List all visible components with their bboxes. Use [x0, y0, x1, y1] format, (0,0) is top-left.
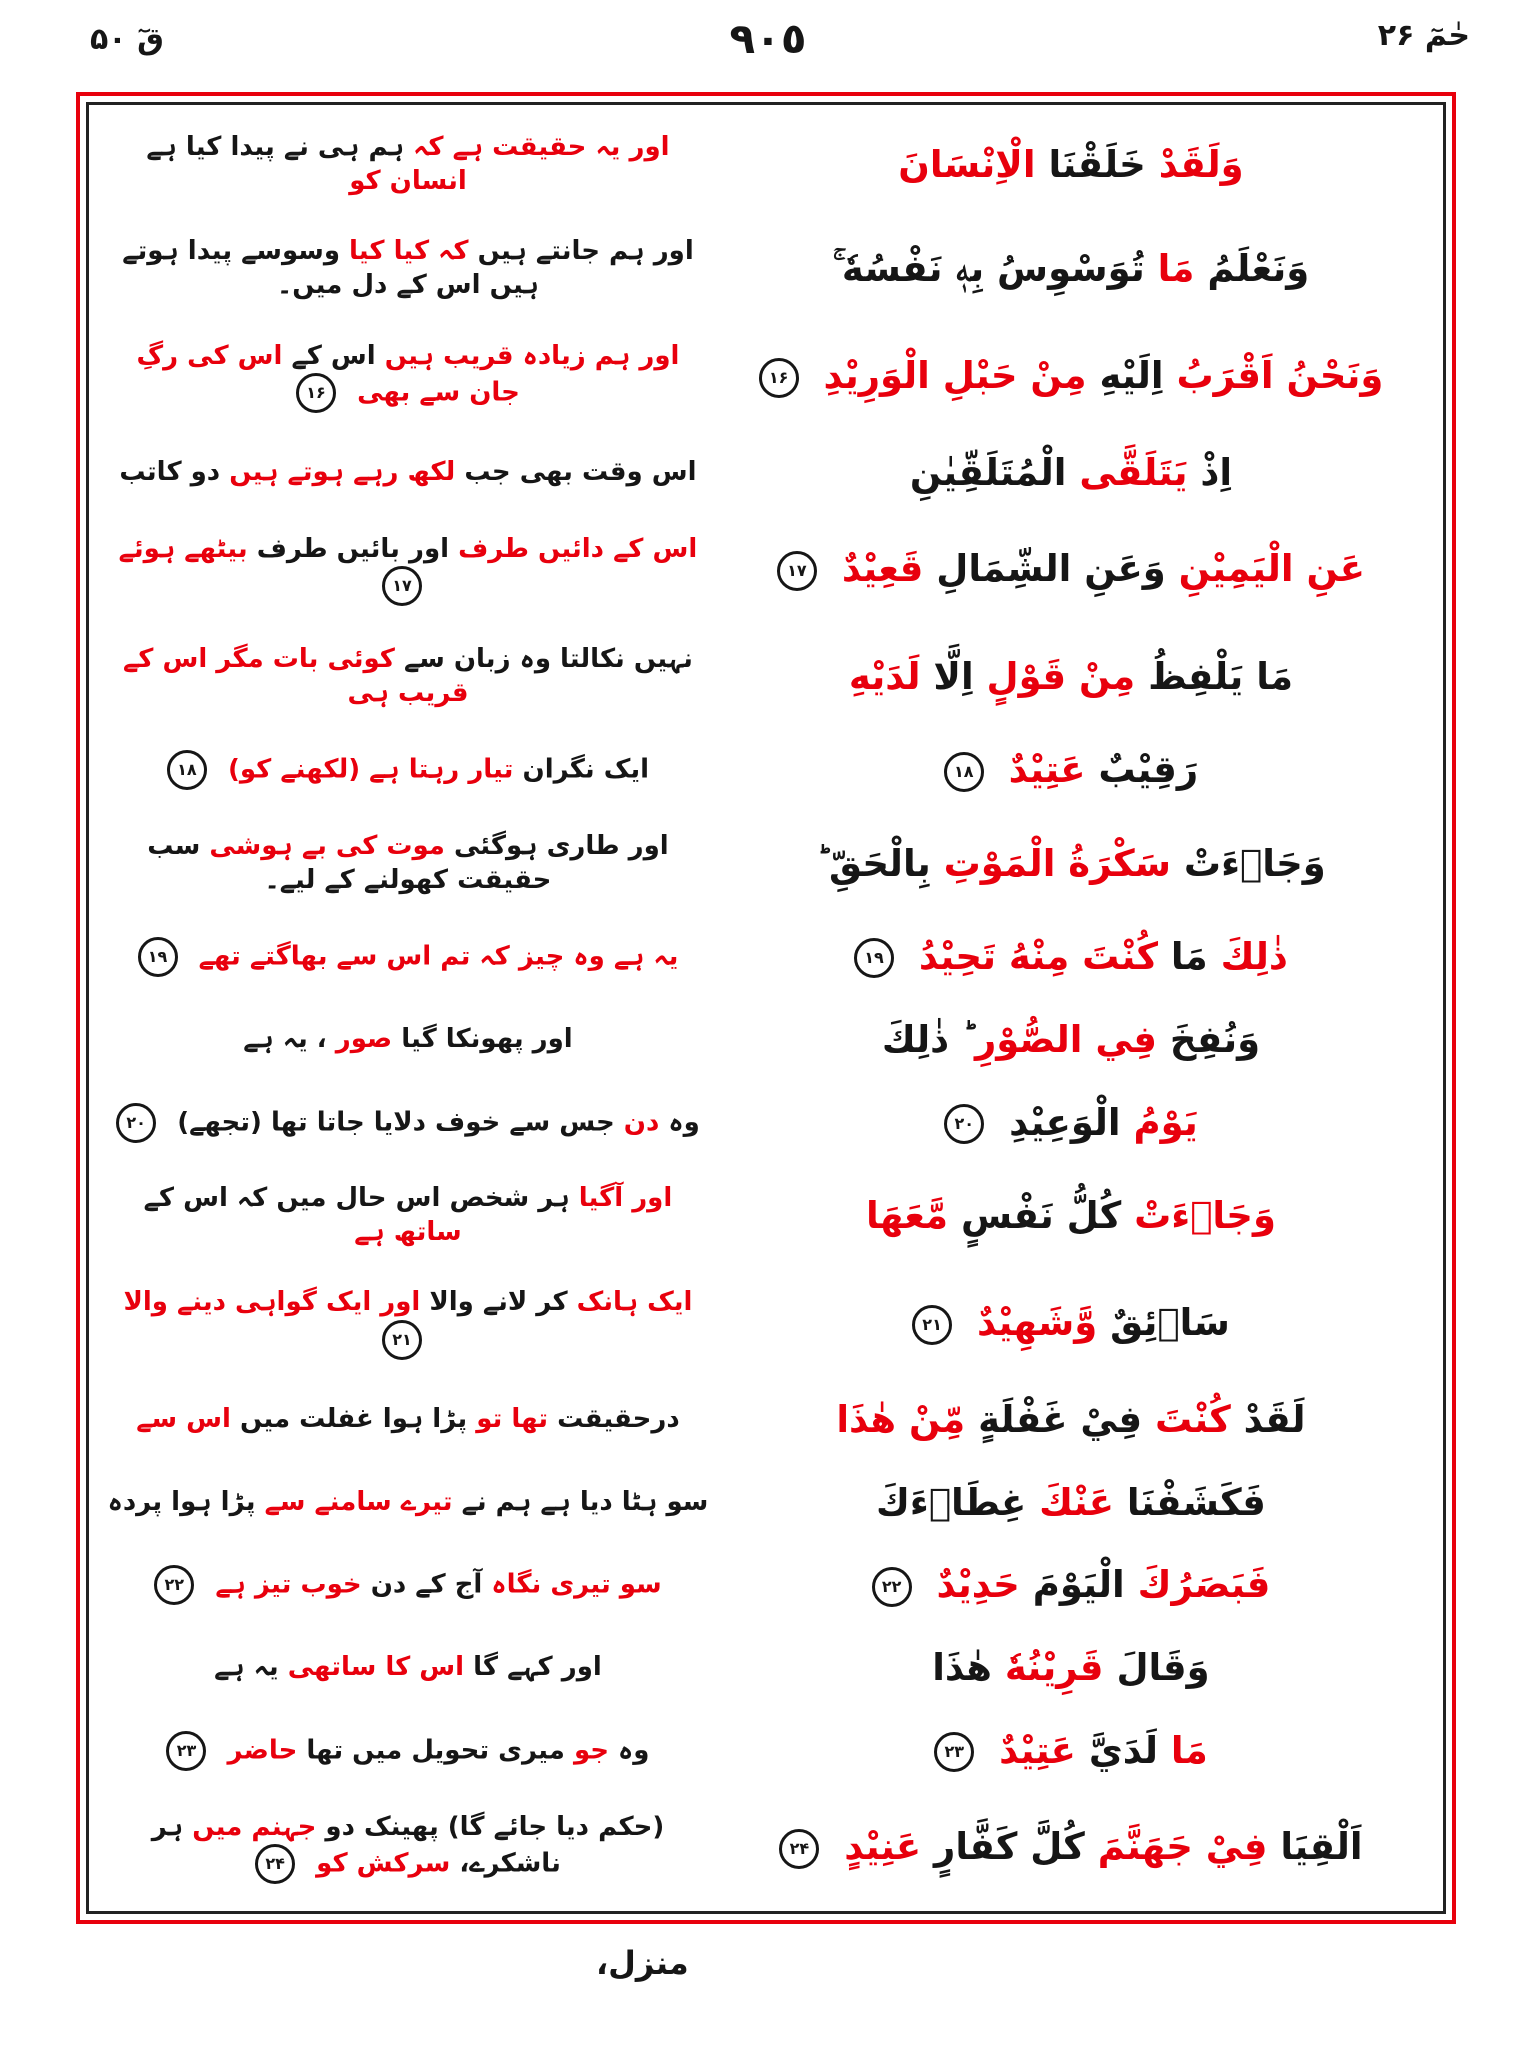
text-segment: صور — [335, 1023, 393, 1054]
arabic-line — [713, 747, 1429, 793]
urdu-line — [103, 1811, 713, 1885]
text-segment: كُلَّ كَفَّارٍ — [934, 1825, 1085, 1869]
text-segment: مِنْ حَبْلِ الْوَرِيْدِ — [823, 354, 1087, 398]
text-segment: جو — [573, 1735, 609, 1766]
verse-row — [103, 1182, 1429, 1250]
text-segment: مِنْ قَوْلٍ — [986, 654, 1136, 698]
text-segment: عَنْكَ — [1039, 1480, 1114, 1524]
text-segment: اس سے — [136, 1404, 231, 1434]
text-segment: مِّنْ هٰذَا — [836, 1397, 966, 1441]
arabic-line — [713, 1480, 1429, 1526]
text-segment: ، یہ ہے — [243, 1023, 327, 1054]
text-segment: موت کی بے ہوشی — [209, 830, 445, 861]
arabic-line — [713, 1100, 1429, 1146]
text-segment: كُلُّ نَفْسٍ — [960, 1194, 1122, 1237]
text-segment: بیٹھے ہوئے — [118, 533, 248, 564]
urdu-line — [103, 1103, 713, 1143]
verse-number-badge: ۲۲ — [154, 1565, 194, 1605]
text-segment: وَّشَهِيْدٌ — [976, 1301, 1098, 1345]
text-segment: انسان کو — [349, 166, 467, 197]
text-segment: الْمُتَلَقِّيٰنِ — [909, 450, 1067, 494]
urdu-line — [103, 235, 713, 303]
text-segment: عَنِ الْيَمِيْنِ — [1178, 547, 1366, 591]
verse-row — [103, 1645, 1429, 1691]
text-segment: ایک نگران — [522, 754, 650, 785]
urdu-line — [103, 1286, 713, 1360]
text-segment: لَدَيَّ — [1088, 1728, 1159, 1772]
text-segment: سو ہٹا دیا ہے ہم نے — [461, 1486, 709, 1517]
urdu-line — [103, 131, 713, 199]
text-segment: درحقیقت — [557, 1404, 680, 1434]
text-segment: حاضر — [227, 1735, 298, 1766]
text-segment: وَلَقَدْ — [1158, 142, 1244, 186]
text-segment: کر لانے والا — [429, 1287, 568, 1318]
verse-row — [103, 1397, 1429, 1443]
verse-number-badge: ۲۴ — [255, 1844, 295, 1884]
text-segment: وَجَاۤءَتْ — [1183, 841, 1326, 885]
urdu-line — [103, 1403, 713, 1437]
text-segment: سب حقیقت کھولنے کے لیے۔ — [147, 830, 552, 895]
urdu-line — [103, 1182, 713, 1250]
text-segment: رَقِيْبٌ — [1098, 748, 1199, 792]
text-segment: فِي الصُّوْرِ — [974, 1017, 1158, 1061]
text-segment: کوئی بات مگر اس کے قریب ہی — [123, 643, 469, 708]
verse-row — [103, 830, 1429, 898]
verse-row — [103, 747, 1429, 793]
text-segment: عَتِيْدٌ — [999, 1728, 1076, 1772]
text-segment: قَرِيْنُهٗ — [1004, 1646, 1104, 1690]
verse-number-badge: ۱۶ — [296, 373, 336, 413]
text-segment: وَقَالَ — [1116, 1646, 1210, 1690]
text-segment: اور طاری ہوگئی — [453, 830, 669, 861]
text-segment: بِالْحَقِّ ؕ — [816, 841, 931, 885]
text-segment: مَا يَلْفِظُ — [1148, 654, 1293, 698]
text-segment: اِذْ — [1200, 450, 1233, 494]
text-segment: فِيْ جَهَنَّمَ — [1097, 1825, 1268, 1869]
verse-row — [103, 1100, 1429, 1146]
verse-number-badge: ۲۱ — [382, 1320, 422, 1360]
text-segment: وَنَعْلَمُ — [1207, 247, 1310, 291]
arabic-line — [713, 1728, 1429, 1774]
verse-number-badge: ۱۶ — [759, 358, 799, 398]
text-segment: سَاۤئِقٌ — [1110, 1301, 1230, 1345]
verse-row — [103, 131, 1429, 199]
verse-number-badge: ۲۲ — [872, 1567, 912, 1607]
text-segment: مَّعَهَا — [865, 1194, 949, 1237]
verse-row — [103, 340, 1429, 414]
text-segment: اور ایک گواہی دینے والا — [123, 1287, 421, 1318]
text-segment: كُنْتَ مِنْهُ تَحِيْدُ — [918, 934, 1158, 978]
arabic-line — [713, 450, 1429, 496]
text-segment: یہ ہے وہ چیز کہ تم اس سے بھاگتے تھے — [198, 941, 679, 972]
juz-marker: حٰمٓ ۲۶ — [1377, 18, 1470, 53]
text-segment: تُوَسْوِسُ بِهٖ نَفْسُهٗ ۚ — [832, 247, 1145, 291]
urdu-line — [103, 1486, 713, 1520]
urdu-line — [103, 830, 713, 898]
text-segment: اور بائیں طرف — [256, 533, 450, 564]
text-segment: دو کاتب — [119, 457, 221, 488]
manzil-footer-label: منزل، — [596, 1944, 689, 1982]
text-segment: میری تحویل میں تھا — [306, 1735, 565, 1766]
text-segment: فَبَصَرُكَ — [1137, 1563, 1271, 1607]
arabic-line — [713, 1645, 1429, 1691]
text-segment: پڑا ہوا غفلت میں — [239, 1404, 468, 1434]
urdu-line — [103, 750, 713, 790]
urdu-line — [103, 1651, 713, 1685]
arabic-line — [713, 546, 1429, 592]
urdu-line — [103, 1731, 713, 1771]
text-segment: لکھ رہے ہوتے ہیں — [229, 457, 456, 488]
verse-number-badge: ۲۱ — [912, 1305, 952, 1345]
verse-row — [103, 934, 1429, 980]
verse-row — [103, 1811, 1429, 1885]
page-number: ٩٠٥ — [729, 14, 807, 63]
verse-row — [103, 1017, 1429, 1063]
text-segment: ہم ہی نے پیدا کیا ہے — [146, 132, 405, 163]
arabic-line — [713, 1017, 1429, 1063]
text-segment: اور یہ حقیقت ہے کہ — [413, 132, 670, 163]
arabic-line — [713, 1300, 1429, 1346]
verse-number-badge: ۱۸ — [167, 750, 207, 790]
arabic-line — [713, 1824, 1429, 1870]
page-border-red — [76, 92, 1456, 1924]
text-segment: وَنَحْنُ اَقْرَبُ — [1176, 354, 1384, 398]
text-segment: سَكْرَةُ الْمَوْتِ — [943, 841, 1172, 885]
text-segment: تیرے سامنے سے — [264, 1486, 453, 1517]
verse-row — [103, 643, 1429, 711]
verse-number-badge: ۱۷ — [382, 566, 422, 606]
text-segment: پڑا ہوا پردہ — [107, 1486, 256, 1517]
arabic-line — [713, 246, 1429, 292]
verse-row — [103, 235, 1429, 303]
text-segment: عَنِيْدٍ — [844, 1825, 922, 1869]
text-segment: خَلَقْنَا — [1048, 142, 1146, 186]
text-segment: اِلَّا — [933, 654, 974, 698]
verse-row — [103, 1728, 1429, 1774]
text-segment: اَلْقِيَا — [1280, 1825, 1363, 1869]
text-segment: فِيْ غَفْلَةٍ — [978, 1397, 1143, 1441]
text-segment: الْوَعِيْدِ — [1009, 1100, 1121, 1144]
verse-number-badge: ۱۷ — [777, 551, 817, 591]
text-segment: اس کے — [291, 340, 376, 371]
arabic-line — [713, 353, 1429, 399]
text-segment: تھا تو — [476, 1404, 549, 1434]
text-segment: لَدَيْهِ — [848, 654, 921, 698]
urdu-line — [103, 1565, 713, 1605]
urdu-line — [103, 533, 713, 607]
text-segment: جس سے خوف دلایا جاتا تھا (تجھے) — [177, 1107, 615, 1138]
text-segment: مَا — [1157, 247, 1195, 291]
arabic-line — [713, 841, 1429, 887]
text-segment: يَتَلَقَّى — [1079, 450, 1188, 494]
text-segment: (حکم دیا جائے گا) پھینک دو — [325, 1811, 665, 1842]
text-segment: ؕ ذٰلِكَ — [881, 1017, 963, 1061]
verse-number-badge: ۲۳ — [166, 1731, 206, 1771]
urdu-line — [103, 1023, 713, 1057]
text-segment: كُنْتَ — [1154, 1397, 1231, 1441]
text-segment: تیار رہتا ہے (لکھنے کو) — [227, 754, 514, 785]
text-segment: آج کے دن — [370, 1569, 483, 1600]
text-segment: هٰذَا — [932, 1646, 992, 1690]
verse-number-badge: ۲۳ — [934, 1732, 974, 1772]
verse-row — [103, 1480, 1429, 1526]
text-segment: اس وقت بھی جب — [464, 457, 697, 488]
text-segment: عَتِيْدٌ — [1008, 748, 1086, 792]
text-segment: لَقَدْ — [1243, 1397, 1306, 1441]
text-segment: ہر ناشکرے، — [151, 1811, 561, 1879]
verse-number-badge: ۲۰ — [944, 1104, 984, 1144]
arabic-line — [713, 1562, 1429, 1608]
text-segment: وَعَنِ الشِّمَالِ — [936, 547, 1166, 591]
verse-row — [103, 1562, 1429, 1608]
text-segment: مَا — [1170, 1728, 1208, 1772]
text-segment: وسوسے پیدا ہوتے ہیں اس کے دل میں۔ — [122, 236, 539, 301]
text-segment: فَكَشَفْنَا — [1126, 1480, 1266, 1524]
verse-number-badge: ۱۸ — [944, 752, 984, 792]
arabic-line — [713, 654, 1429, 700]
text-segment: دن — [623, 1107, 660, 1138]
text-segment: اور پھونکا گیا — [401, 1023, 573, 1054]
arabic-line — [713, 1397, 1429, 1443]
urdu-line — [103, 937, 713, 977]
text-segment: غِطَاۤءَكَ — [876, 1480, 1027, 1524]
text-segment: وَجَاۤءَتْ — [1134, 1194, 1276, 1237]
text-segment: یہ ہے — [214, 1652, 279, 1683]
text-segment: سو تیری نگاہ — [491, 1569, 662, 1600]
text-segment: الْاِنْسَانَ — [898, 142, 1036, 186]
text-segment: اِلَيْهِ — [1099, 354, 1164, 398]
text-segment: حَدِيْدٌ — [936, 1563, 1020, 1607]
text-segment: اور آگیا — [578, 1183, 673, 1214]
arabic-line — [713, 142, 1429, 188]
text-segment: اس کی رگِ جان سے بھی — [136, 340, 520, 408]
surah-marker: قٓ ۵۰ — [90, 22, 164, 57]
text-segment: وَنُفِخَ — [1169, 1017, 1261, 1061]
verse-row — [103, 1286, 1429, 1360]
verse-row — [103, 450, 1429, 496]
text-segment: ذٰلِكَ — [1220, 934, 1288, 978]
text-segment: مَا — [1170, 934, 1208, 978]
urdu-line — [103, 340, 713, 414]
text-segment: وہ — [668, 1107, 700, 1138]
text-segment: قَعِيْدٌ — [841, 547, 924, 591]
text-segment: سرکش کو — [316, 1848, 451, 1879]
urdu-line — [103, 643, 713, 711]
text-segment: ساتھ ہے — [354, 1217, 462, 1248]
text-segment: نہیں نکالتا وہ زبان سے — [404, 643, 693, 674]
verse-number-badge: ۱۹ — [854, 938, 894, 978]
verse-rows — [86, 102, 1446, 1914]
verse-number-badge: ۲۰ — [116, 1103, 156, 1143]
urdu-line — [103, 456, 713, 490]
text-segment: اور ہم جانتے ہیں — [477, 236, 694, 267]
arabic-line — [713, 1193, 1429, 1239]
text-segment: ایک ہانک — [576, 1287, 693, 1318]
text-segment: وہ — [618, 1735, 650, 1766]
text-segment: اس کا ساتھی — [287, 1652, 465, 1683]
verse-row — [103, 533, 1429, 607]
verse-number-badge: ۲۴ — [779, 1829, 819, 1869]
text-segment: يَوْمُ — [1133, 1100, 1198, 1144]
text-segment: جہنم میں — [192, 1811, 317, 1842]
text-segment: اور کہے گا — [473, 1652, 602, 1683]
text-segment: ہر شخص اس حال میں کہ اس کے — [143, 1183, 570, 1214]
text-segment: اس کے دائیں طرف — [458, 533, 698, 564]
arabic-line — [713, 934, 1429, 980]
text-segment: الْيَوْمَ — [1032, 1563, 1125, 1607]
verse-number-badge: ۱۹ — [138, 937, 178, 977]
text-segment: کہ کیا کیا — [349, 236, 469, 267]
text-segment: اور ہم زیادہ قریب ہیں — [384, 340, 680, 371]
text-segment: خوب تیز ہے — [215, 1569, 362, 1600]
